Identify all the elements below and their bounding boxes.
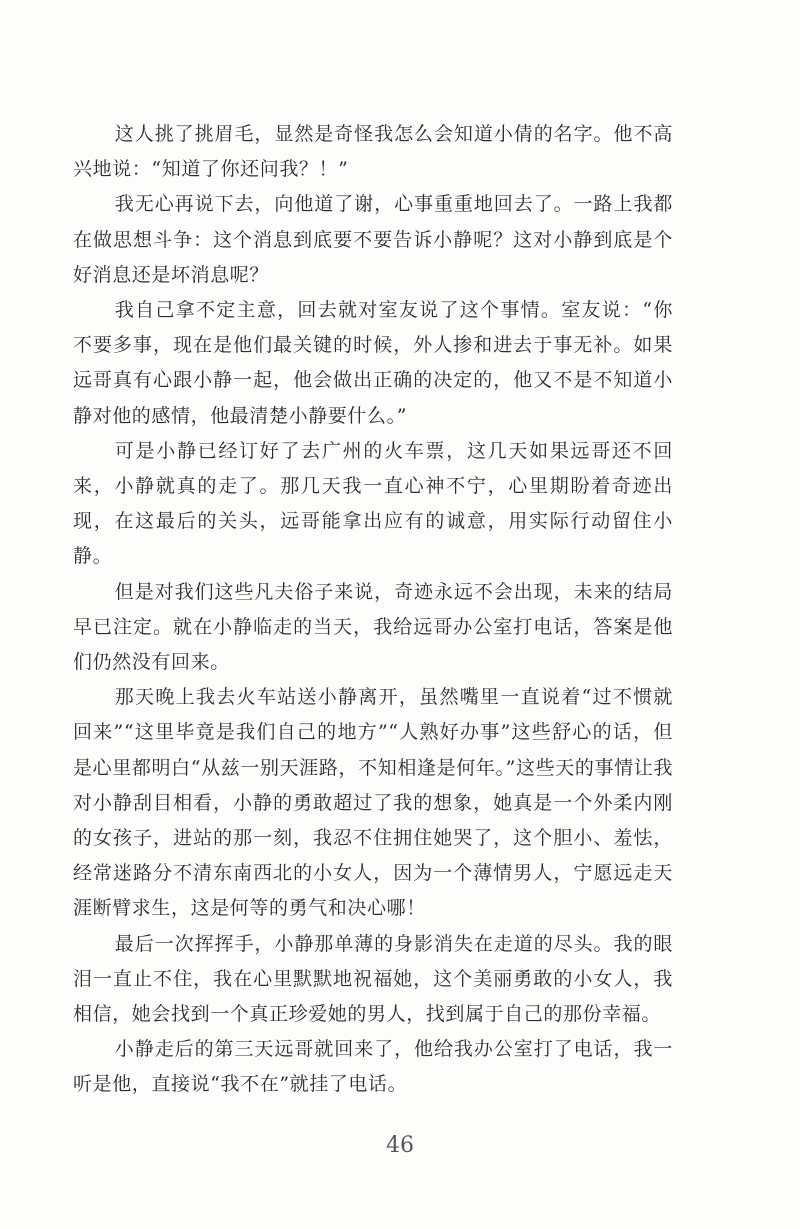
- paragraph-7: 最后一次挥挥手，小静那单薄的身影消失在走道的尽头。我的眼泪一直止不住，我在心里默默地祝福她，这个美丽勇敢的小女人，我相信，她会找到一个真正珍爱她的男人，找到属于自己的那份幸福。: [73, 932, 673, 1026]
- paragraph-8: 小静走后的第三天远哥就回来了，他给我办公室打了电话，我一听是他，直接说“我不在”就挂了电话。: [73, 1038, 673, 1096]
- page-number: 46: [386, 1133, 414, 1158]
- paragraph-5: 但是对我们这些凡夫俗子来说，奇迹永远不会出现，未来的结局早已注定。就在小静临走的当天，我给远哥办公室打电话，答案是他们仍然没有回来。: [73, 580, 673, 674]
- paragraph-3: 我自己拿不定主意，回去就对室友说了这个事情。室友说：“你不要多事，现在是他们最关键的时候，外人掺和进去于事无补。如果远哥真有心跟小静一起，他会做出正确的决定的，他又不是不知道小静对他的感情，他最清楚小静要什么。”: [73, 299, 673, 427]
- paragraph-6: 那天晚上我去火车站送小静离开，虽然嘴里一直说着“过不惯就回来”“这里毕竟是我们自己的地方”“人熟好办事”这些舒心的话，但是心里都明白“从兹一别天涯路，不知相逢是何年。”这些天的事情让我对小静刮目相看，小静的勇敢超过了我的想象，她真是一个外柔内刚的女孩子，进站的那一刻，我忍不住拥住她哭了，这个胆小、羞怯，经常迷路分不清东南西北的小女人，因为一个薄情男人，宁愿远走天涯断臂求生，这是何等的勇气和决心哪！: [73, 686, 673, 920]
- paragraph-2: 我无心再说下去，向他道了谢，心事重重地回去了。一路上我都在做思想斗争：这个消息到底要不要告诉小静呢？这对小静到底是个好消息还是坏消息呢？: [73, 193, 673, 286]
- body-text: [73, 117, 673, 1103]
- paragraph-4: 可是小静已经订好了去广州的火车票，这几天如果远哥还不回来，小静就真的走了。那几天我一直心神不宁，心里期盼着奇迹出现，在这最后的关头，远哥能拿出应有的诚意，用实际行动留住小静。: [73, 439, 673, 568]
- paragraph-1: 这人挑了挑眉毛，显然是奇怪我怎么会知道小倩的名字。他不高兴地说：“知道了你还问我？！”: [73, 123, 673, 181]
